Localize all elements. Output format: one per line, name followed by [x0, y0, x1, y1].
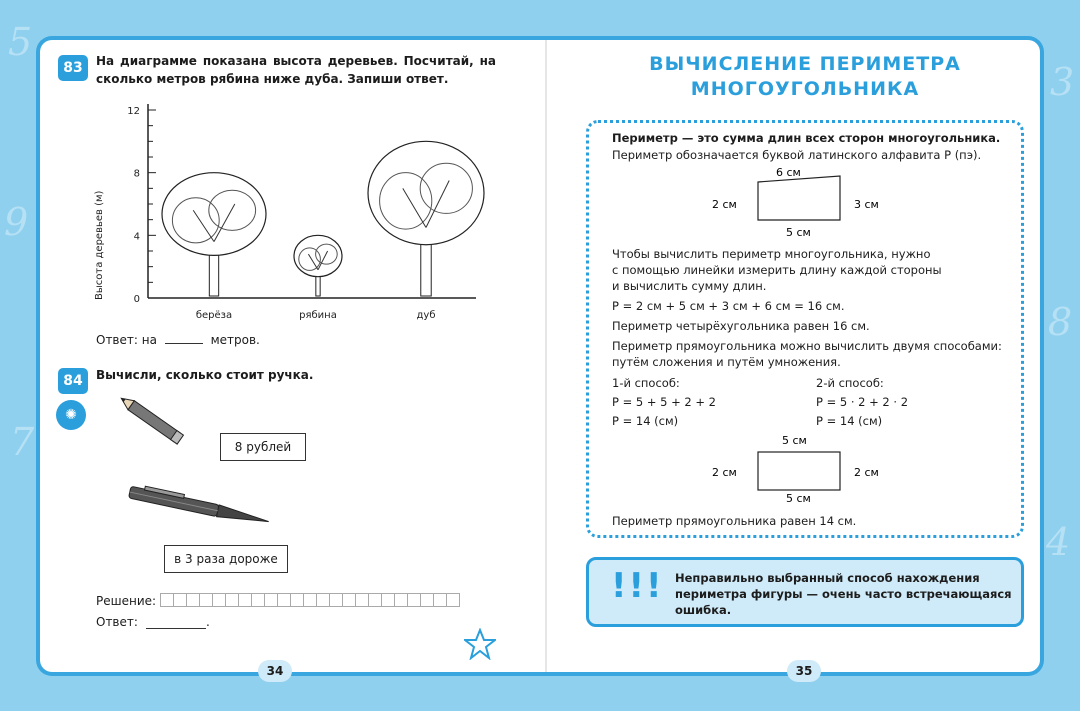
task-83-number: 83 [58, 55, 88, 81]
quad-result: Периметр четырёхугольника равен 16 см. [612, 319, 870, 333]
task-84-number: 84 [58, 368, 88, 394]
way2-title: 2-й способ: [816, 376, 884, 390]
pen-icon [122, 485, 278, 531]
quadrilateral-figure [700, 164, 900, 240]
y-tick-label: 0 [133, 294, 140, 305]
rect-right-label: 2 см [854, 466, 879, 479]
rect-bottom-label: 5 см [786, 492, 811, 505]
grid-cell[interactable] [212, 593, 226, 607]
quad-right-label: 3 см [854, 198, 879, 211]
bg-digit: 5 [8, 20, 33, 64]
method-line-2: с помощью линейки измерить длину каждой стороны [612, 263, 942, 277]
bg-digit: 8 [1048, 300, 1073, 344]
grid-cell[interactable] [394, 593, 408, 607]
pen-price-box: в 3 раза дороже [164, 545, 288, 573]
grid-cell[interactable] [368, 593, 382, 607]
quad-left-label: 2 см [712, 198, 737, 211]
method-line-1: Чтобы вычислить периметр многоугольника, нужно [612, 247, 931, 261]
quad-bottom-label: 5 см [786, 226, 811, 239]
x-category-label: берёза [195, 310, 233, 321]
perimeter-formula: P = 2 см + 5 см + 3 см + 6 см = 16 см. [612, 299, 845, 313]
bg-digit: 9 [4, 200, 29, 244]
x-category-label: дуб [416, 310, 436, 321]
page-number-right: 35 [787, 660, 821, 682]
task-83-answer [96, 333, 260, 347]
grid-cell[interactable] [316, 593, 330, 607]
way1-formula: P = 5 + 5 + 2 + 2 [612, 395, 716, 409]
page-title-line2: МНОГОУГОЛЬНИКА [690, 78, 920, 100]
lightbulb-icon: ✺ [56, 400, 86, 430]
y-axis-label: Высота деревьев (м) [94, 190, 105, 300]
y-tick-label: 12 [127, 106, 140, 117]
rect-intro: Периметр прямоугольника можно вычислить двумя способами: путём сложения и путём умножения. [612, 339, 1002, 369]
warning-text: Неправильно выбранный способ нахождения периметра фигуры — очень часто встречающаяся ошибка. [675, 571, 1012, 617]
grid-cell[interactable] [251, 593, 265, 607]
answer-blank[interactable] [165, 343, 203, 344]
page-title-line1: ВЫЧИСЛЕНИЕ ПЕРИМЕТРА [649, 53, 961, 75]
tree-mark-дуб [368, 141, 484, 296]
definition-bold: Периметр — это сумма длин всех сторон многоугольника. [612, 131, 1001, 145]
pencil-price-box: 8 рублей [220, 433, 306, 461]
method-line-3: и вычислить сумму длин. [612, 279, 767, 293]
x-category-label: рябина [299, 310, 337, 321]
warning-box [586, 557, 1024, 627]
grid-cell[interactable] [446, 593, 460, 607]
grid-cell[interactable] [277, 593, 291, 607]
answer-period: . [205, 615, 210, 629]
way1-title: 1-й способ: [612, 376, 680, 390]
pencil-icon [116, 394, 196, 450]
grid-cell[interactable] [355, 593, 369, 607]
page-number-left: 34 [258, 660, 292, 682]
solution-label: Решение: [96, 594, 157, 608]
grid-cell[interactable] [264, 593, 278, 607]
grid-cell[interactable] [160, 593, 174, 607]
star-icon [464, 628, 496, 660]
grid-cell[interactable] [420, 593, 434, 607]
answer-label: Ответ: [96, 615, 138, 629]
way2-result: P = 14 (см) [816, 414, 883, 428]
grid-cell[interactable] [238, 593, 252, 607]
way1-result: P = 14 (см) [612, 414, 679, 428]
exclamation-icon: !!! [611, 566, 664, 606]
task-83-text: На диаграмме показана высота деревьев. Посчитай, на сколько метров рябина ниже дуба. Запиши ответ. [96, 54, 496, 86]
rect-result: Периметр прямоугольника равен 14 см. [612, 514, 857, 528]
grid-cell[interactable] [407, 593, 421, 607]
rect-left-label: 2 см [712, 466, 737, 479]
bg-digit: 7 [10, 420, 35, 464]
grid-cell[interactable] [290, 593, 304, 607]
rect-top-label: 5 см [782, 434, 807, 447]
way2-formula: P = 5 · 2 + 2 · 2 [816, 395, 909, 409]
answer-prefix: Ответ: на [96, 333, 157, 347]
answer-suffix: метров. [210, 333, 260, 347]
answer-line[interactable] [146, 617, 206, 629]
grid-cell[interactable] [303, 593, 317, 607]
grid-cell[interactable] [173, 593, 187, 607]
y-tick-label: 8 [133, 168, 140, 180]
tree-mark-рябина [294, 235, 342, 296]
tree-height-chart [86, 100, 506, 325]
grid-cell[interactable] [186, 593, 200, 607]
grid-cell[interactable] [225, 593, 239, 607]
grid-cell[interactable] [342, 593, 356, 607]
definition-rest: Периметр обозначается буквой латинского алфавита P (пэ). [612, 148, 982, 162]
grid-cell[interactable] [199, 593, 213, 607]
bg-digit: 4 [1046, 520, 1071, 564]
quad-top-label: 6 см [776, 166, 801, 179]
task-84-text: Вычисли, сколько стоит ручка. [96, 368, 314, 382]
bg-digit: 3 [1050, 60, 1075, 104]
book-spine [545, 40, 547, 672]
grid-cell[interactable] [433, 593, 447, 607]
grid-cell[interactable] [381, 593, 395, 607]
task-84-answer [96, 615, 210, 629]
solution-grid[interactable] [160, 593, 459, 607]
tree-mark-берёза [162, 173, 266, 296]
y-tick-label: 4 [133, 231, 140, 243]
grid-cell[interactable] [329, 593, 343, 607]
rectangle-figure [700, 432, 900, 508]
